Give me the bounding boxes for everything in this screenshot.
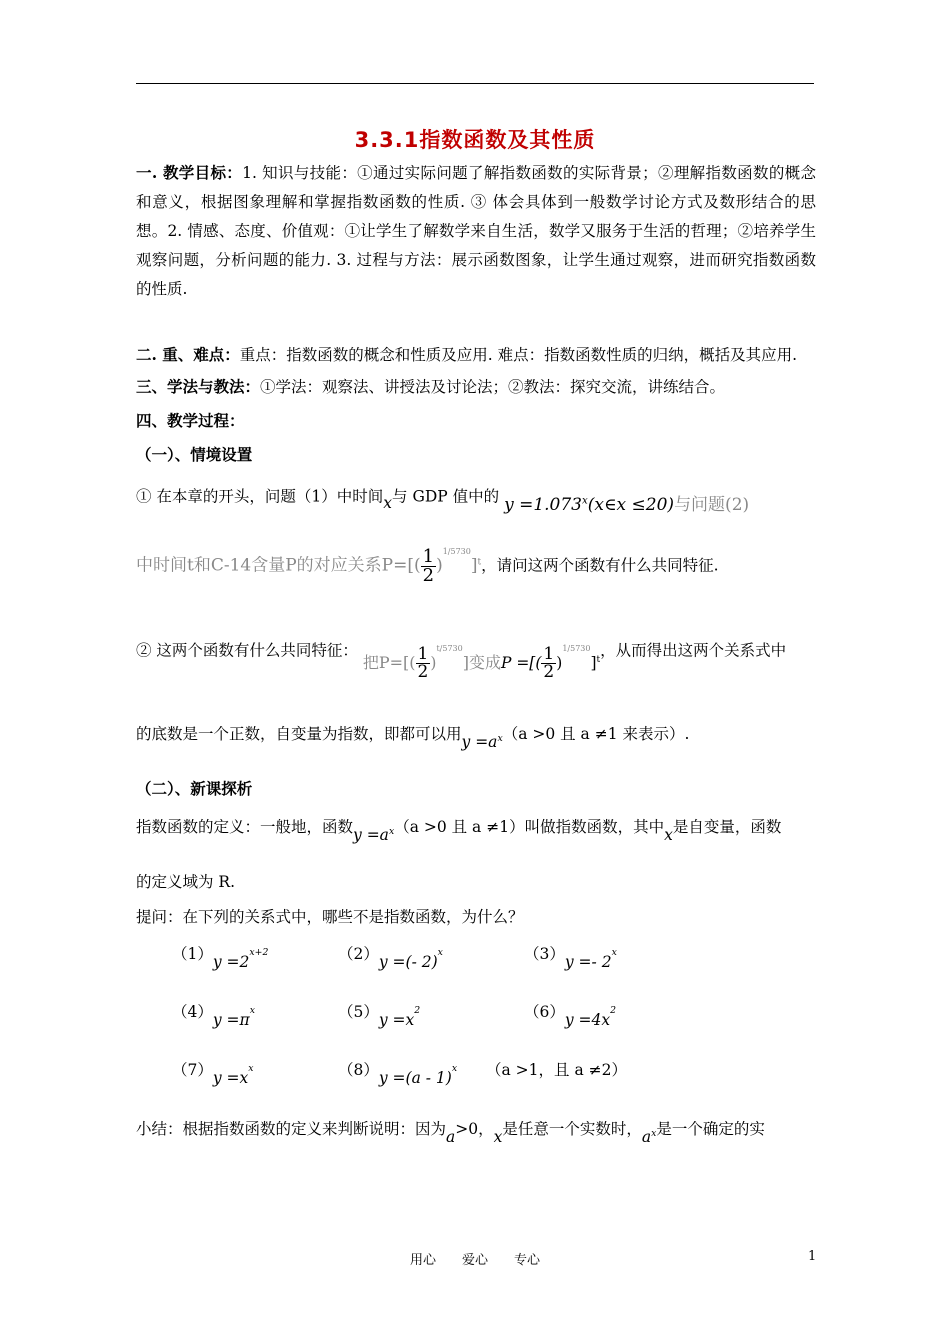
example-2: （2）y =(- 2)$^x$ [338, 945, 443, 971]
scenario-line-4 [136, 720, 690, 752]
scenario-general-form-tail: （a >0 且 a ≠1 来表示）. [502, 725, 690, 744]
scenario-line-1 [136, 482, 750, 515]
scenario-q2-line3: 的底数是一个正数，自变量为指数，即都可以用 [136, 725, 462, 744]
section-keypoints-head: 二. 重、难点： [136, 345, 240, 364]
definition-domain: 的定义域为 R. [136, 873, 236, 891]
definition-line: 指数函数的定义：一般地，函数$y =a^x(a >0$ 且 a ≠1）叫做指数函数，其中x是自变量，函数 [136, 818, 782, 845]
scenario-fraction: $\frac{1}{2}$ [422, 546, 435, 586]
example-6: $(6)y =4x^2$ [524, 1003, 617, 1029]
section-objectives-head: 一. 教学目标： [136, 163, 243, 182]
subsection-scenario-head: （一）、情境设置 [136, 445, 253, 464]
definition-text-3: 是自变量，函数 [672, 818, 782, 837]
scenario-text-3: 与问题(2) [674, 494, 750, 515]
section-keypoints-text: 重点：指数函数的概念和性质及应用. 难点：指数函数性质的归纳，概括及其应用. [239, 346, 798, 364]
header-rule [136, 83, 814, 84]
section-methods [136, 376, 725, 398]
example-7: $(7)y =x^x$ [172, 1061, 254, 1087]
scenario-exponent: 1/5730 [442, 547, 471, 557]
document-title: 3.3.1指数函数及其性质 [354, 128, 596, 152]
example-condition: （a >1，且 a ≠2） [486, 1061, 627, 1079]
scenario-text-2: 与 GDP 值中的 [392, 487, 500, 506]
scenario-q2-text: ② 这两个函数有什么共同特征： [136, 641, 358, 660]
scenario-var-x: x [383, 493, 393, 512]
scenario-general-form: $y =a^x$ [461, 733, 503, 752]
example-1: $(1)y =2^{x+2}$ [172, 945, 269, 971]
section-keypoints [136, 344, 797, 366]
definition-text-1: 指数函数的定义：一般地，函数 [136, 818, 354, 837]
example-8: （8）y =(a - 1)$^x$ [338, 1061, 458, 1087]
section-process-head: 四、教学过程： [136, 411, 245, 430]
summary-text-1: 小结：根据指数函数的定义来判断说明：因为 [136, 1120, 447, 1139]
scenario-q2-text2: ，从而得出这两个关系式中 [600, 641, 787, 660]
page-number: 1 [808, 1249, 817, 1264]
definition-text-2: （a >0 且 a ≠1）叫做指数函数，其中 [394, 818, 665, 837]
page-footer: 用心 爱心 专心 [409, 1253, 540, 1268]
scenario-gray-text: 中时间t和C-14含量P的对应关系P=[( [136, 555, 421, 576]
section-methods-text: ①学法：观察法、讲授法及讨论法；②教法：探究交流，讲练结合。 [260, 378, 726, 396]
scenario-text-1: ① 在本章的开头，问题（1）中时间 [136, 487, 384, 506]
example-3: （3）y =- 2$^x$ [524, 945, 617, 971]
scenario-line-2: 中时间t和C-14含量P的对应关系P=[( $\frac{1}{2}$ )$^{1/5730}$]$^t$，请问这两个函数有什么共同特征. [136, 546, 719, 586]
scenario-line-3 [136, 634, 787, 682]
section-objectives [136, 158, 816, 304]
subsection-newlesson-head: （二）、新课探析 [136, 779, 253, 798]
scenario-question: ，请问这两个函数有什么共同特征. [481, 556, 719, 575]
summary-line: 小结：根据指数函数的定义来判断说明：因为a>0，x是任意一个实数时，$a^x$是一个确定的实 [136, 1120, 765, 1147]
scenario-q2-formula: 把P=[( $\frac{1}{2}$ )$^{t/5730}$]变成P =[( $\frac{1}{2}$ )$^{1/5730}$]$^t$ [362, 644, 601, 682]
example-5: $(5)y =x^2$ [338, 1003, 421, 1029]
scenario-formula-gdp: $y =1.073^x(x\in x \le 20)$ [504, 494, 675, 515]
section-methods-head: 三、学法与教法： [136, 377, 261, 396]
section-objectives-text: 1. 知识与技能：①通过实际问题了解指数函数的实际背景；②理解指数函数的概念和意义，根据图象理解和掌握指数函数的性质. ③ 体会具体到一般数学讨论方式及数形结合的思想。2. 情感、态度、价值观：①让学生了解数学来自生活，数学又服务于生活的哲理；②培养学生观察问题，分析问题的能力. 3. 过程与方法：展示函数图象，让学生通过观察，进而研究指数函数的性质. [136, 164, 816, 298]
definition-form: $y =a^x$ [353, 826, 395, 845]
example-4: $(4)y =\pi^x$ [172, 1003, 255, 1029]
question-line: 提问：在下列的关系式中，哪些不是指数函数，为什么？ [136, 908, 524, 926]
